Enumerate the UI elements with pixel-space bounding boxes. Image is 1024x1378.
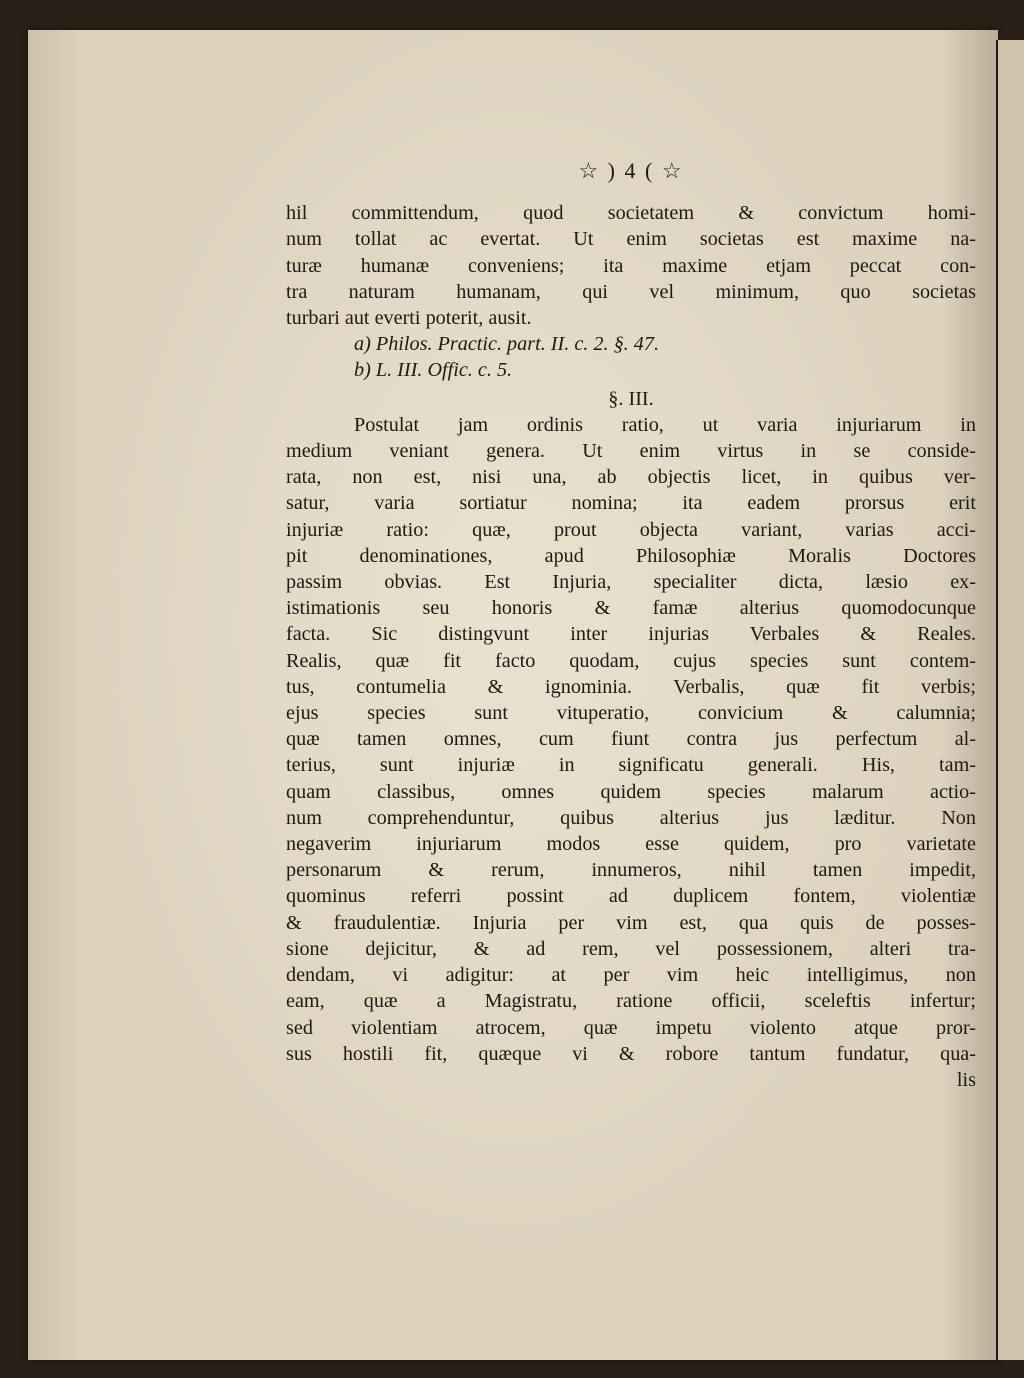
text-line: personarum & rerum, innumeros, nihil tamen impedit, bbox=[286, 859, 976, 882]
text-line: hil committendum, quod societatem & convictum homi- bbox=[286, 202, 976, 225]
text-line: dendam, vi adigitur: at per vim heic intelligimus, non bbox=[286, 964, 976, 987]
text-line: passim obvias. Est Injuria, specialiter dicta, læsio ex- bbox=[286, 571, 976, 594]
text-line: tra naturam humanam, qui vel minimum, quo societas bbox=[286, 280, 976, 303]
book-page bbox=[28, 30, 998, 1360]
next-page-edge bbox=[996, 40, 1024, 1360]
text-line: Postulat jam ordinis ratio, ut varia injuriarum in bbox=[354, 413, 976, 436]
text-line: medium veniant genera. Ut enim virtus in se conside- bbox=[286, 440, 976, 463]
text-line: turbari aut everti poterit, ausit. bbox=[286, 307, 532, 330]
text-line: quæ tamen omnes, cum fiunt contra jus perfectum al- bbox=[286, 728, 976, 751]
text-line: & fraudulentiæ. Injuria per vim est, qua quis de posses- bbox=[286, 911, 976, 934]
text-line: Realis, quæ fit facto quodam, cujus species sunt contem- bbox=[286, 649, 976, 672]
text-line: num comprehenduntur, quibus alterius jus læditur. Non bbox=[286, 806, 976, 829]
text-line: sus hostili fit, quæque vi & robore tantum fundatur, qua- bbox=[286, 1042, 976, 1065]
catchword: lis bbox=[956, 1068, 976, 1091]
text-line: pit denominationes, apud Philosophiæ Moralis Doctores bbox=[286, 544, 976, 567]
text-line: istimationis seu honoris & famæ alterius quomodocunque bbox=[286, 597, 976, 620]
text-block bbox=[286, 158, 976, 1093]
paragraph-2 bbox=[286, 412, 976, 1067]
text-line: quominus referri possint ad duplicem fontem, violentiæ bbox=[286, 885, 976, 908]
text-line: satur, varia sortiatur nomina; ita eadem prorsus erit bbox=[286, 492, 976, 515]
text-line: injuriæ ratio: quæ, prout objecta variant, varias acci- bbox=[286, 518, 976, 541]
paragraph-1 bbox=[286, 200, 976, 331]
footnote: b) L. III. Offic. c. 5. bbox=[354, 359, 513, 382]
text-line: terius, sunt injuriæ in significatu generali. His, tam- bbox=[286, 754, 976, 777]
text-line: negaverim injuriarum modos esse quidem, pro varietate bbox=[286, 833, 976, 856]
text-line: ejus species sunt vituperatio, convicium & calumnia; bbox=[286, 702, 976, 725]
text-line: sione dejicitur, & ad rem, vel possessionem, alteri tra- bbox=[286, 937, 976, 960]
text-line: facta. Sic distingvunt inter injurias Verbales & Reales. bbox=[286, 623, 976, 646]
footnote: a) Philos. Practic. part. II. c. 2. §. 47. bbox=[354, 333, 660, 356]
text-line: quam classibus, omnes quidem species malarum actio- bbox=[286, 780, 976, 803]
section-heading: §. III. bbox=[608, 387, 654, 410]
footnotes bbox=[286, 331, 976, 383]
page-header: ☆ ) 4 ( ☆ bbox=[578, 158, 684, 183]
text-line: sed violentiam atrocem, quæ impetu violento atque pror- bbox=[286, 1016, 976, 1039]
text-line: num tollat ac evertat. Ut enim societas est maxime na- bbox=[286, 228, 976, 251]
text-line: rata, non est, nisi una, ab objectis licet, in quibus ver- bbox=[286, 466, 976, 489]
text-line: tus, contumelia & ignominia. Verbalis, quæ fit verbis; bbox=[286, 675, 976, 698]
text-line: eam, quæ a Magistratu, ratione officii, sceleftis infertur; bbox=[286, 990, 976, 1013]
text-line: turæ humanæ conveniens; ita maxime etjam peccat con- bbox=[286, 254, 976, 277]
